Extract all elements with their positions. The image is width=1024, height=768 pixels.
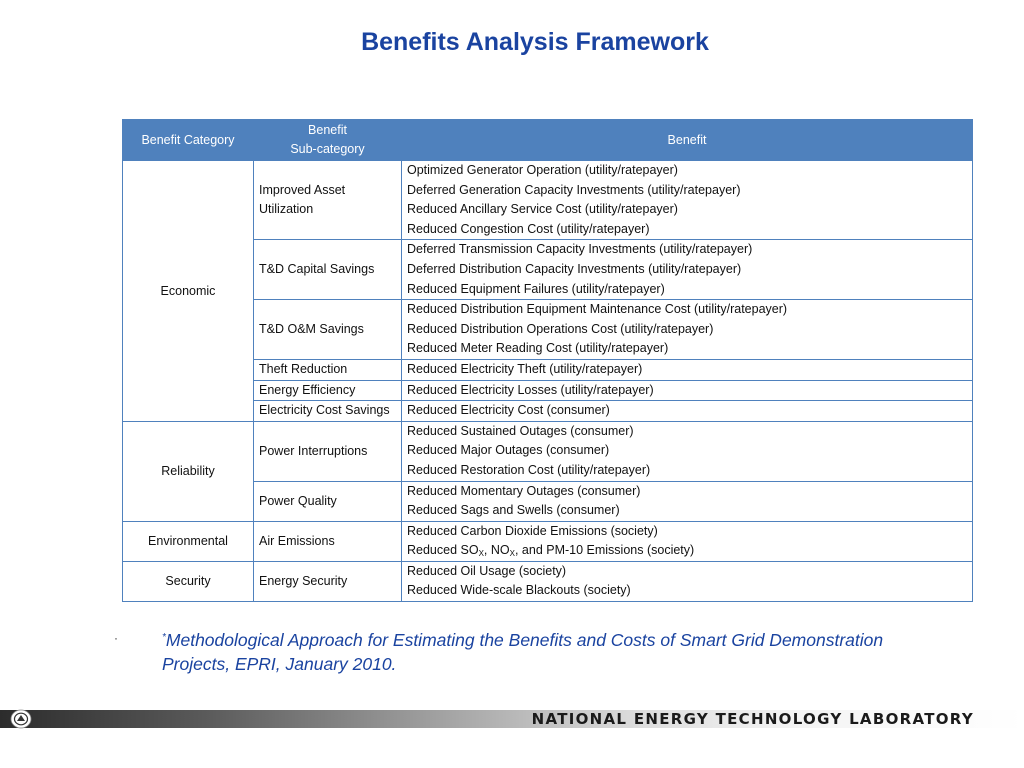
benefit-cell (402, 300, 973, 360)
benefit-cell (402, 359, 973, 380)
footnote (114, 626, 894, 676)
benefit-subcategory-cell: T&D O&M Savings (254, 300, 402, 360)
benefit-item: Reduced Wide-scale Blackouts (society) (407, 583, 631, 598)
footnote-marker: * (162, 632, 166, 643)
benefit-item: Reduced Restoration Cost (utility/ratepayer) (407, 462, 651, 477)
benefit-subcategory-cell: T&D Capital Savings (254, 240, 402, 300)
benefit-category-cell: Environmental (123, 521, 254, 561)
benefit-item: Reduced Sustained Outages (consumer) (407, 423, 634, 438)
benefit-item: Reduced Distribution Equipment Maintenance Cost (utility/ratepayer) (407, 302, 788, 317)
benefit-item: Reduced Oil Usage (society) (407, 563, 567, 578)
benefit-item: Reduced Major Outages (consumer) (407, 443, 610, 458)
benefit-subcategory-cell: Electricity Cost Savings (254, 401, 402, 422)
benefit-cell (402, 421, 973, 481)
doe-seal-icon (10, 709, 32, 729)
benefit-item: Deferred Transmission Capacity Investments (utility/ratepayer) (407, 242, 753, 257)
benefit-cell (402, 380, 973, 401)
benefit-item: Reduced Equipment Failures (utility/ratepayer) (407, 281, 665, 296)
header-subcategory-line2: Sub-category (290, 142, 365, 156)
footnote-bullet: · (114, 631, 118, 645)
benefit-subcategory-cell: Energy Efficiency (254, 380, 402, 401)
benefit-item: Reduced Ancillary Service Cost (utility/ratepayer) (407, 202, 678, 217)
table-body (123, 161, 973, 602)
header-benefit: Benefit (402, 120, 973, 161)
benefit-subcategory-cell: Air Emissions (254, 521, 402, 561)
benefit-subcategory-cell: Theft Reduction (254, 359, 402, 380)
benefit-item: Deferred Distribution Capacity Investments (utility/ratepayer) (407, 261, 742, 276)
benefit-category-cell: Reliability (123, 421, 254, 521)
benefit-cell (402, 561, 973, 601)
benefit-item: Optimized Generator Operation (utility/ratepayer) (407, 163, 678, 177)
page-title: Benefits Analysis Framework (361, 28, 709, 56)
benefit-cell (402, 401, 973, 422)
benefit-item: Reduced Congestion Cost (utility/ratepayer) (407, 221, 650, 236)
footnote-text: Methodological Approach for Estimating the Benefits and Costs of Smart Grid Demonstration Projects, EPRI, January 2010. (162, 630, 884, 674)
benefit-subcategory-cell: Energy Security (254, 561, 402, 601)
benefit-item: Deferred Generation Capacity Investments (utility/ratepayer) (407, 182, 741, 197)
benefit-subcategory-cell: Power Quality (254, 481, 402, 521)
benefit-category-cell: Security (123, 561, 254, 601)
benefit-item: Reduced $SO_X$, $NO_X$, and PM-10 Emissions (society) (407, 543, 695, 559)
benefit-item: Reduced Sags and Swells (consumer) (407, 503, 620, 518)
header-benefit-category: Benefit Category (123, 120, 254, 161)
benefit-cell (402, 161, 973, 240)
benefit-item: Reduced Carbon Dioxide Emissions (society) (407, 523, 658, 538)
header-subcategory-line1: Benefit (308, 123, 347, 137)
table-row (123, 521, 973, 561)
benefit-item: Reduced Electricity Losses (utility/ratepayer) (407, 382, 654, 397)
benefit-item: Reduced Momentary Outages (consumer) (407, 483, 641, 498)
table-header-row (123, 120, 973, 161)
benefit-category-cell: Economic (123, 161, 254, 422)
table-row (123, 421, 973, 481)
benefit-subcategory-cell: Improved Asset Utilization (254, 161, 402, 240)
benefit-item: Reduced Electricity Cost (consumer) (407, 403, 610, 418)
footer-lab-name: NATIONAL ENERGY TECHNOLOGY LABORATORY (531, 710, 974, 728)
benefit-item: Reduced Distribution Operations Cost (utility/ratepayer) (407, 321, 714, 336)
footnote-text-block (162, 626, 894, 676)
table-row (123, 161, 973, 240)
header-benefit-subcategory (254, 120, 402, 161)
table-row (123, 561, 973, 601)
benefit-cell (402, 481, 973, 521)
benefit-cell (402, 521, 973, 561)
benefit-subcategory-cell: Power Interruptions (254, 421, 402, 481)
benefits-table (122, 119, 973, 602)
benefit-item: Reduced Meter Reading Cost (utility/ratepayer) (407, 341, 669, 356)
benefit-cell (402, 240, 973, 300)
benefit-item: Reduced Electricity Theft (utility/ratepayer) (407, 361, 643, 376)
